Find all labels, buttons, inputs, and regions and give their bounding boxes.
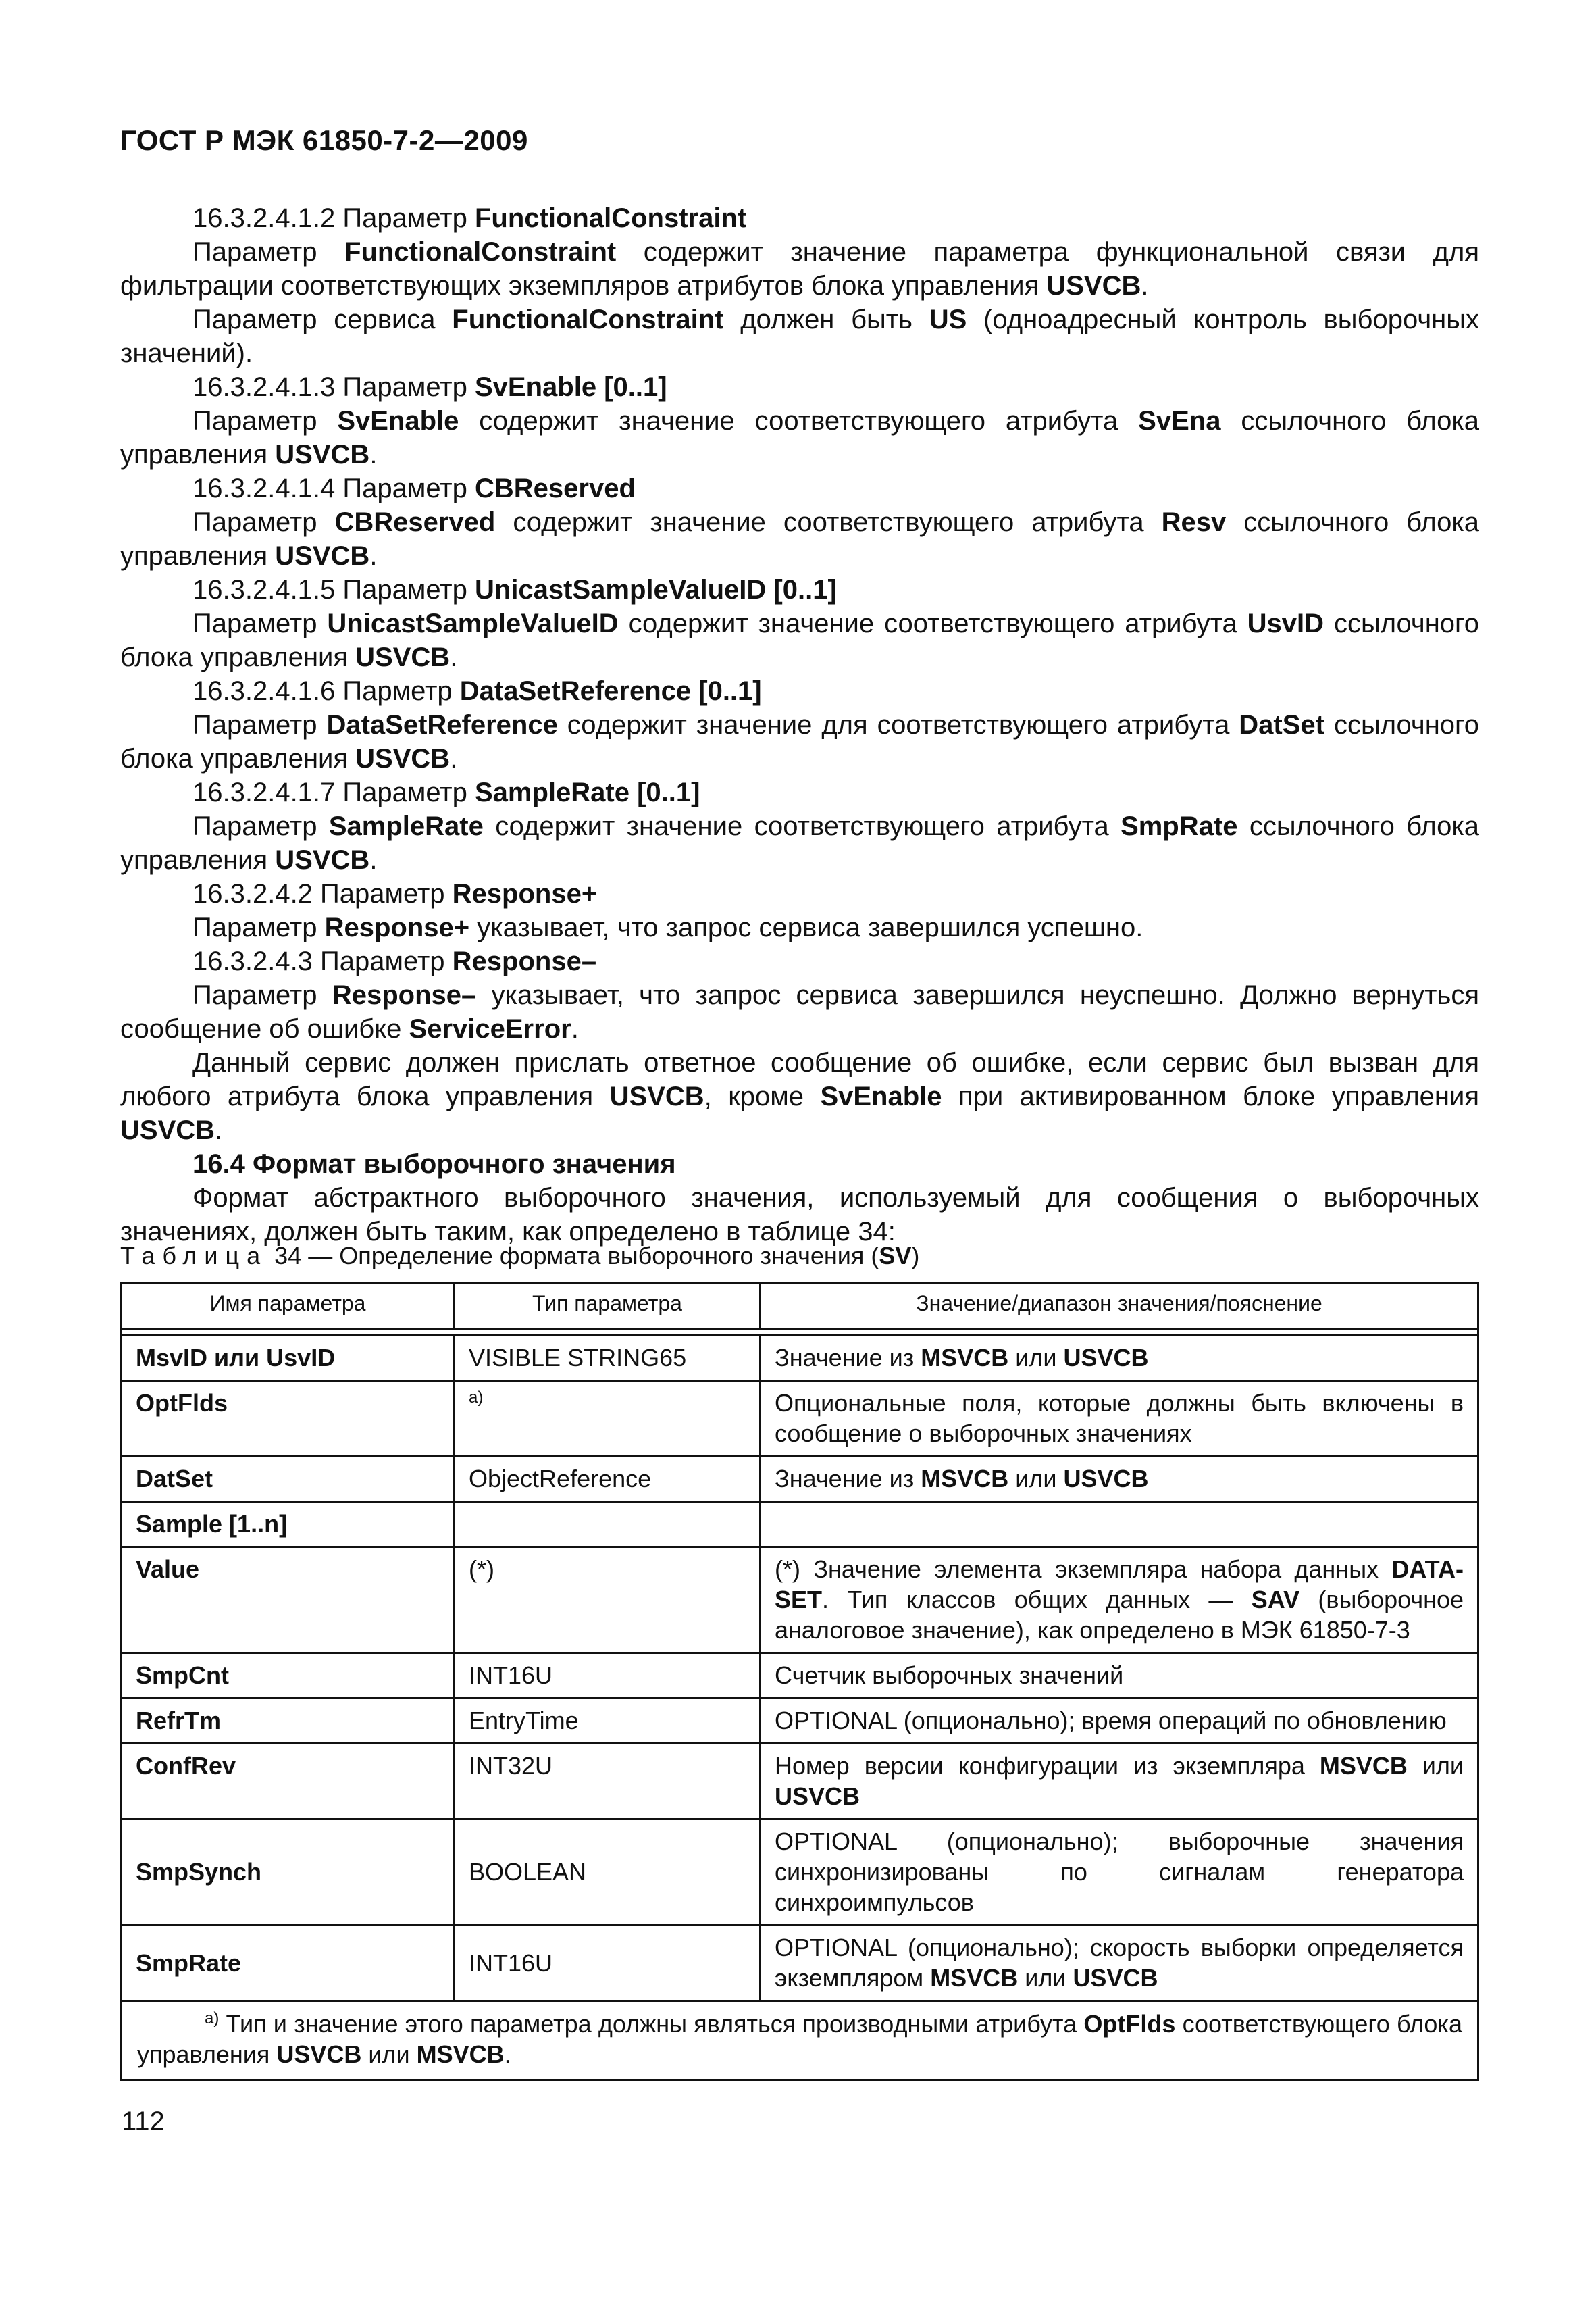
paragraph: [120, 978, 1479, 1046]
bold-term: USVCB: [275, 541, 370, 571]
text-run: 16.3.2.4.1.7 Параметр: [192, 778, 475, 807]
bold-term: USVCB: [1073, 1964, 1158, 1992]
paragraph: [120, 1046, 1479, 1147]
footnote-ref: a): [469, 1388, 484, 1407]
text-run: при активированном блоке управления: [942, 1082, 1480, 1111]
bold-term: Response–: [452, 947, 597, 976]
paragraph: [120, 945, 1479, 978]
param-description-cell: [761, 1336, 1478, 1381]
bold-term: UsvID: [1247, 609, 1324, 638]
table-row: [122, 1457, 1478, 1502]
paragraph: [120, 607, 1479, 674]
text-run: .: [450, 744, 458, 774]
param-type-cell: ObjectReference: [455, 1457, 761, 1502]
text-run: OPTIONAL (опционально); скорость выборки определяется экземпляром: [775, 1934, 1464, 1992]
text-run: Параметр сервиса: [192, 305, 453, 334]
text-run: , кроме: [704, 1082, 821, 1111]
text-run: .: [369, 440, 378, 470]
table-row: [122, 1699, 1478, 1744]
bold-term: USVCB: [120, 1115, 215, 1145]
page-number: 112: [122, 2107, 165, 2136]
bold-term: SvEnable: [337, 406, 459, 436]
text-run: содержит значение соответствующего атрибута: [495, 507, 1162, 537]
paragraph: [120, 1181, 1479, 1249]
paragraph: [120, 404, 1479, 472]
paragraph: [120, 776, 1479, 809]
table-caption-end: ): [911, 1242, 920, 1269]
text-run: ссылочного блока управления: [120, 811, 1479, 875]
bold-term: USVCB: [1046, 271, 1141, 301]
param-description-cell: [761, 1926, 1478, 2001]
table-caption: [120, 1242, 919, 1270]
bold-term: MSVCB: [416, 2040, 505, 2068]
bold-term: Resv: [1161, 507, 1227, 537]
table-row: [122, 1744, 1478, 1819]
text-run: Параметр: [192, 980, 332, 1010]
header-cell-value: Значение/диапазон значения/пояснение: [761, 1284, 1478, 1330]
document-header: ГОСТ Р МЭК 61850-7-2—2009: [120, 124, 528, 156]
text-run: OPTIONAL (опционально); выборочные значения синхронизированы по сигналам генератора синхроимпульсов: [775, 1828, 1464, 1916]
bold-term: US: [929, 305, 967, 334]
table-row: [122, 1336, 1478, 1381]
param-name-cell: OptFlds: [122, 1381, 455, 1457]
param-name-cell: Value: [122, 1547, 455, 1653]
param-name-cell: Sample [1..n]: [122, 1502, 455, 1547]
text-run: содержит значение соответствующего атрибута: [459, 406, 1139, 436]
bold-term: USVCB: [775, 1782, 860, 1810]
table-row: [122, 1547, 1478, 1653]
param-name-cell: SmpRate: [122, 1926, 455, 2001]
text-run: .: [369, 541, 378, 571]
header-cell-name: Имя параметра: [122, 1284, 455, 1330]
text-run: Параметр: [192, 237, 345, 267]
text-run: содержит значение соответствующего атрибута: [483, 811, 1121, 841]
param-name-cell: RefrTm: [122, 1699, 455, 1744]
bold-term: SampleRate: [328, 811, 484, 841]
param-description-cell: [761, 1502, 1478, 1547]
text-run: 16.3.2.4.1.4 Параметр: [192, 474, 475, 503]
table-caption-text: 34 — Определение формата выборочного значения (: [267, 1242, 879, 1269]
text-run: или: [361, 2040, 417, 2068]
text-run: .: [450, 643, 458, 672]
text-run: содержит значение для соответствующего атрибута: [557, 710, 1239, 740]
bold-term: ServiceError: [409, 1014, 571, 1044]
param-name-cell: ConfRev: [122, 1744, 455, 1819]
paragraph: [120, 809, 1479, 877]
text-run: или: [1008, 1465, 1064, 1492]
text-run: содержит значение соответствующего атрибута: [618, 609, 1247, 638]
bold-term: Response–: [332, 980, 477, 1010]
text-run: Опциональные поля, которые должны быть включены в сообщение о выборочных значениях: [775, 1389, 1464, 1447]
text-run: Данный сервис должен прислать ответное сообщение об ошибке, если сервис был вызван для любого атрибута блока управления: [120, 1048, 1479, 1111]
bold-term: USVCB: [355, 744, 451, 774]
text-run: или: [1008, 1344, 1064, 1372]
text-run: или: [1018, 1964, 1073, 1992]
text-run: (одноадресный контроль выборочных значений).: [120, 305, 1480, 368]
table-row: [122, 1502, 1478, 1547]
text-run: 16.3.2.4.3 Параметр: [192, 947, 453, 976]
param-name-cell: MsvID или UsvID: [122, 1336, 455, 1381]
bold-term: 16.4 Формат выборочного значения: [192, 1149, 676, 1179]
text-run: .: [1141, 271, 1149, 301]
paragraph: [120, 674, 1479, 708]
bold-term: USVCB: [276, 2040, 362, 2068]
text-run: .: [571, 1014, 579, 1044]
table-row: [122, 1819, 1478, 1926]
bold-term: Response+: [452, 879, 598, 909]
paragraph: [120, 370, 1479, 404]
text-run: ссылочного блока управления: [120, 710, 1479, 774]
text-run: Значение из: [775, 1465, 921, 1492]
footnote-mark: a): [205, 2009, 220, 2028]
bold-term: FunctionalConstraint: [475, 203, 747, 233]
bold-term: OptFlds: [1083, 2010, 1176, 2038]
param-type-cell: [455, 1502, 761, 1547]
bold-term: SmpRate: [1121, 811, 1238, 841]
bold-term: MSVCB: [930, 1964, 1019, 1992]
bold-term: FunctionalConstraint: [452, 305, 724, 334]
param-type-cell: INT16U: [455, 1926, 761, 2001]
table-caption-word: Таблица: [120, 1242, 268, 1269]
paragraph: [120, 235, 1479, 303]
text-run: ссылочного блока управления: [120, 507, 1479, 571]
text-run: содержит значение параметра функциональной связи для фильтрации соответствующих экземпляров атрибутов блока управления: [120, 237, 1480, 301]
text-run: Параметр: [192, 507, 335, 537]
text-run: Формат абстрактного выборочного значения, используемый для сообщения о выборочных значениях, должен быть таким, как определено в таблице 34:: [120, 1183, 1479, 1247]
param-description-cell: [761, 1819, 1478, 1926]
bold-term: SvEnable [0..1]: [475, 372, 667, 402]
paragraph: [120, 877, 1479, 911]
paragraph: [120, 472, 1479, 505]
bold-term: USVCB: [275, 440, 370, 470]
text-run: Значение из: [775, 1344, 921, 1372]
paragraph: [120, 505, 1479, 573]
body-text: [120, 201, 1479, 1249]
text-run: (выборочное аналоговое значение), как определено в МЭК 61850-7-3: [775, 1586, 1464, 1644]
footnote-row: [122, 2001, 1478, 2080]
paragraph: [120, 303, 1479, 370]
bold-term: UnicastSampleValueID [0..1]: [475, 575, 837, 605]
param-name-cell: SmpSynch: [122, 1819, 455, 1926]
text-run: Параметр: [192, 811, 329, 841]
text-run: Тип и значение этого параметра должны являться производными атрибута: [219, 2010, 1084, 2038]
text-run: указывает, что запрос сервиса завершился успешно.: [469, 913, 1143, 942]
parameter-table: [120, 1282, 1479, 2081]
bold-term: SampleRate [0..1]: [475, 778, 700, 807]
bold-term: USVCB: [1063, 1344, 1149, 1372]
bold-term: MSVCB: [921, 1344, 1009, 1372]
text-run: Параметр: [192, 406, 338, 436]
text-run: (*) Значение элемента экземпляра набора данных: [775, 1555, 1392, 1583]
text-run: Номер версии конфигурации из экземпляра: [775, 1752, 1320, 1780]
text-run: 16.3.2.4.1.2 Параметр: [192, 203, 475, 233]
param-description-cell: [761, 1457, 1478, 1502]
table-row: [122, 1653, 1478, 1699]
param-type-cell: INT16U: [455, 1653, 761, 1699]
text-run: Параметр: [192, 913, 325, 942]
bold-term: FunctionalConstraint: [344, 237, 617, 267]
bold-term: CBReserved: [475, 474, 636, 503]
bold-term: DataSetReference: [326, 710, 558, 740]
bold-term: SAV: [1251, 1586, 1300, 1613]
table-caption-bold: SV: [879, 1242, 912, 1269]
paragraph: [120, 201, 1479, 235]
param-description-cell: [761, 1744, 1478, 1819]
bold-term: MSVCB: [1319, 1752, 1408, 1780]
param-type-cell: VISIBLE STRING65: [455, 1336, 761, 1381]
text-run: или: [1407, 1752, 1464, 1780]
text-run: должен быть: [723, 305, 929, 334]
text-run: ссылочного блока управления: [120, 609, 1480, 672]
bold-term: USVCB: [275, 845, 370, 875]
table-row: [122, 1926, 1478, 2001]
paragraph: [120, 911, 1479, 945]
bold-term: DATA-SET: [775, 1555, 1464, 1613]
text-run: Параметр: [192, 710, 327, 740]
text-run: 16.3.2.4.1.3 Параметр: [192, 372, 475, 402]
section-heading: [120, 1147, 1479, 1181]
param-type-cell: EntryTime: [455, 1699, 761, 1744]
bold-term: SvEna: [1138, 406, 1221, 436]
text-run: ссылочного блока управления: [120, 406, 1479, 470]
text-run: .: [504, 2040, 511, 2068]
bold-term: Response+: [324, 913, 470, 942]
bold-term: DatSet: [1239, 710, 1324, 740]
text-run: указывает, что запрос сервиса завершился неуспешно. Должно вернуться сообщение об ошибке: [120, 980, 1479, 1044]
text-run: 16.3.2.4.2 Параметр: [192, 879, 453, 909]
bold-term: SvEnable: [820, 1082, 942, 1111]
param-description-cell: [761, 1381, 1478, 1457]
paragraph: [120, 708, 1479, 776]
param-type-cell: (*): [455, 1547, 761, 1653]
text-run: Счетчик выборочных значений: [775, 1661, 1124, 1689]
header-separator: [122, 1330, 1478, 1336]
bold-term: USVCB: [609, 1082, 704, 1111]
header-cell-type: Тип параметра: [455, 1284, 761, 1330]
table-footnote: [122, 2001, 1478, 2080]
param-type-cell: [455, 1381, 761, 1457]
param-description-cell: [761, 1699, 1478, 1744]
text-run: .: [215, 1115, 223, 1145]
param-description-cell: [761, 1653, 1478, 1699]
param-description-cell: [761, 1547, 1478, 1653]
param-type-cell: INT32U: [455, 1744, 761, 1819]
bold-term: CBReserved: [334, 507, 496, 537]
table-header-row: [122, 1284, 1478, 1330]
text-run: соответствующего блока управления: [137, 2010, 1462, 2068]
text-run: 16.3.2.4.1.5 Параметр: [192, 575, 475, 605]
paragraph: [120, 573, 1479, 607]
text-run: 16.3.2.4.1.6 Парметр: [192, 676, 460, 706]
text-run: . Тип классов общих данных —: [822, 1586, 1252, 1613]
table-row: [122, 1381, 1478, 1457]
bold-term: MSVCB: [921, 1465, 1009, 1492]
bold-term: UnicastSampleValueID: [327, 609, 619, 638]
text-run: Параметр: [192, 609, 328, 638]
bold-term: USVCB: [355, 643, 451, 672]
param-name-cell: SmpCnt: [122, 1653, 455, 1699]
param-type-cell: BOOLEAN: [455, 1819, 761, 1926]
param-name-cell: DatSet: [122, 1457, 455, 1502]
bold-term: DataSetReference [0..1]: [459, 676, 762, 706]
text-run: OPTIONAL (опционально); время операций по обновлению: [775, 1707, 1447, 1734]
text-run: .: [369, 845, 378, 875]
bold-term: USVCB: [1063, 1465, 1149, 1492]
